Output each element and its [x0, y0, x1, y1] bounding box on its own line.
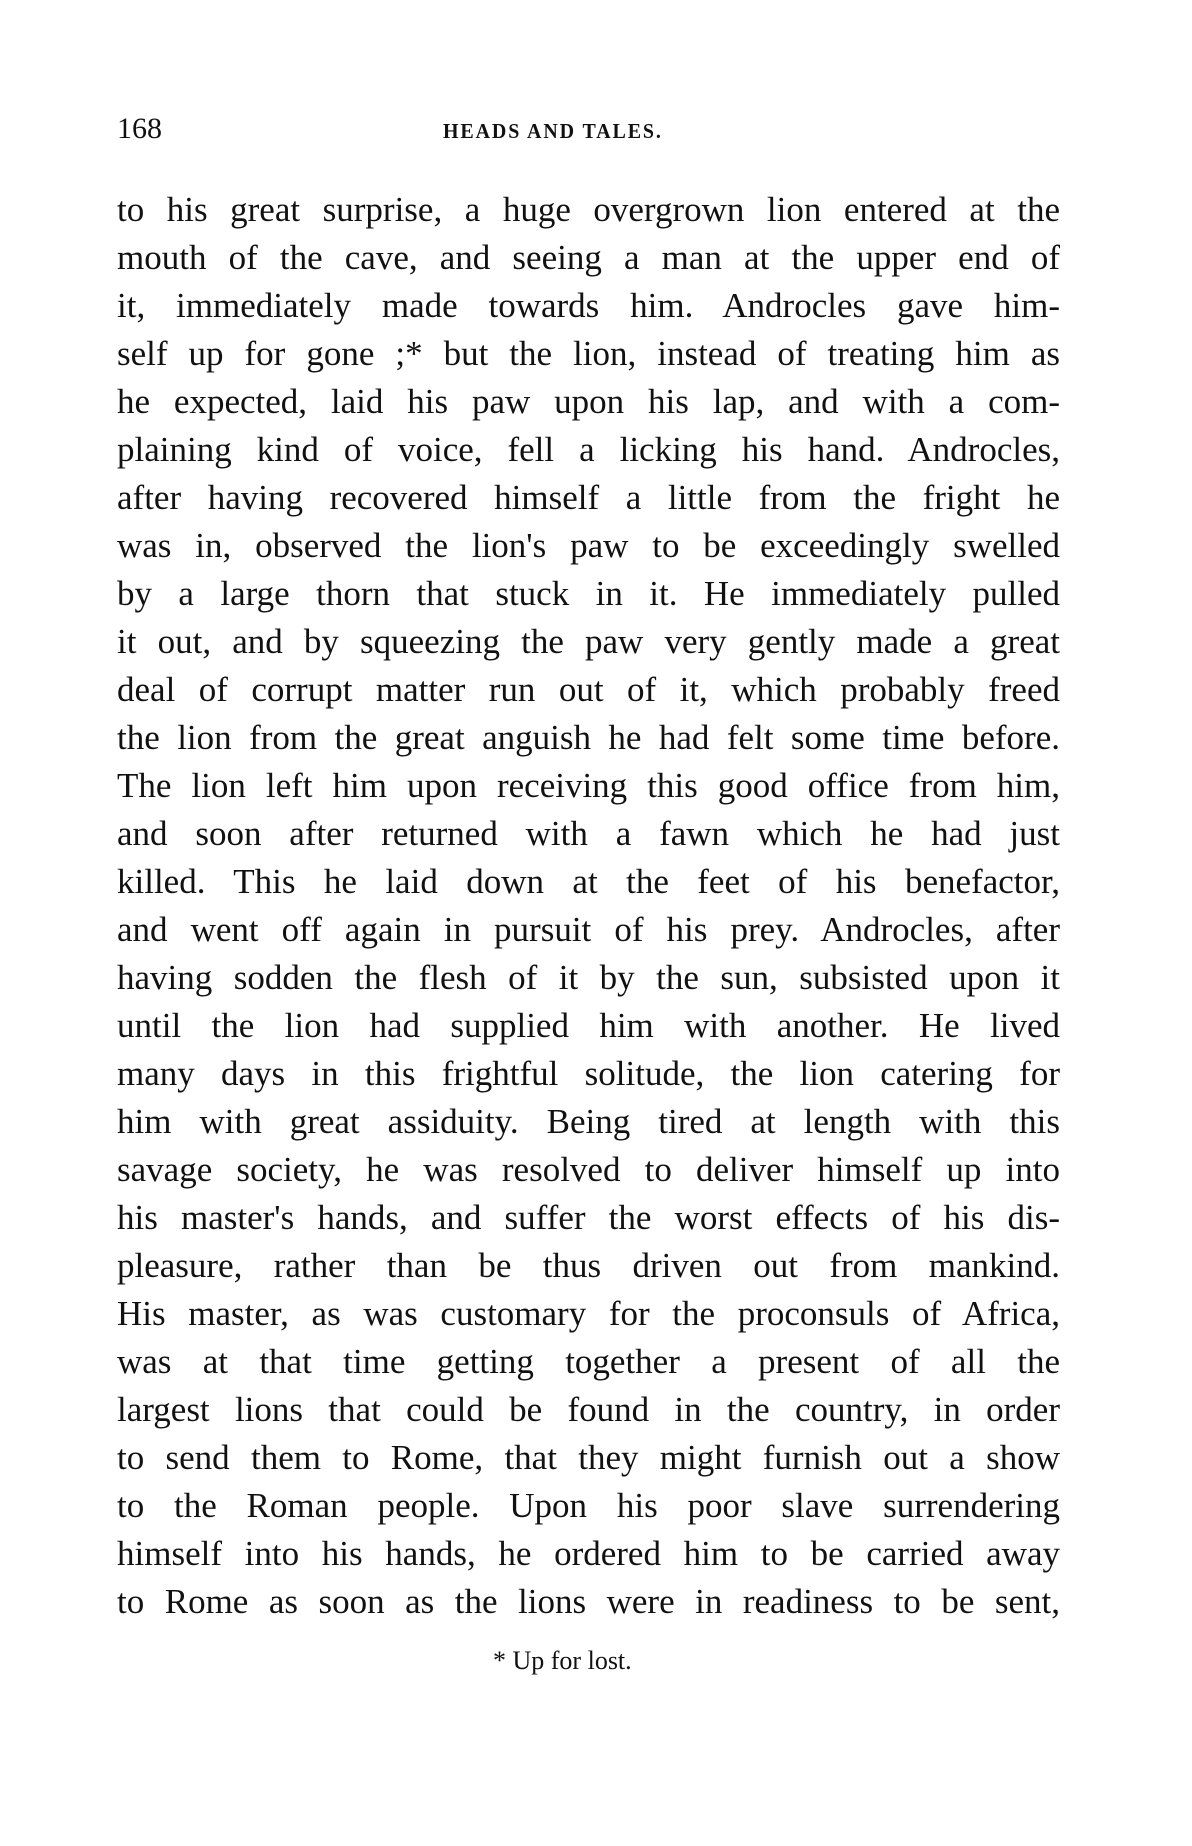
text-line-content: pleasure, rather than be thus driven out from mankind. — [117, 1246, 1060, 1285]
text-line — [117, 522, 1060, 570]
text-line — [117, 186, 1060, 234]
text-line-content: was in, observed the lion's paw to be exceedingly swelled — [117, 526, 1060, 565]
text-line-content: having sodden the flesh of it by the sun, subsisted upon it — [117, 958, 1060, 997]
text-line — [117, 1482, 1060, 1530]
text-line-content: him with great assiduity. Being tired at length with this — [117, 1102, 1060, 1141]
text-line — [117, 858, 1060, 906]
text-line — [117, 714, 1060, 762]
text-line — [117, 1578, 1060, 1626]
text-line — [117, 1386, 1060, 1434]
text-line — [117, 1002, 1060, 1050]
text-line-content: it, immediately made towards him. Androcles gave him- — [117, 286, 1060, 325]
text-line — [117, 1146, 1060, 1194]
text-line — [117, 1050, 1060, 1098]
text-line-content: to send them to Rome, that they might furnish out a show — [117, 1438, 1060, 1477]
text-line-content: mouth of the cave, and seeing a man at the upper end of — [117, 238, 1060, 277]
text-line-content: The lion left him upon receiving this good office from him, — [117, 766, 1060, 805]
text-line — [117, 1530, 1060, 1578]
text-line-content: and went off again in pursuit of his prey. Androcles, after — [117, 910, 1060, 949]
footnote: * Up for lost. — [493, 1646, 632, 1675]
text-line-content: to Rome as soon as the lions were in readiness to be sent, — [117, 1582, 1060, 1621]
text-line-content: His master, as was customary for the proconsuls of Africa, — [117, 1294, 1060, 1333]
text-line — [117, 1434, 1060, 1482]
text-line — [117, 234, 1060, 282]
text-line — [117, 906, 1060, 954]
running-head-title: HEADS AND TALES. — [443, 119, 663, 143]
text-line-content: after having recovered himself a little from the fright he — [117, 478, 1060, 517]
text-line-content: until the lion had supplied him with another. He lived — [117, 1006, 1060, 1045]
text-line-content: the lion from the great anguish he had felt some time before. — [117, 718, 1060, 757]
text-line — [117, 282, 1060, 330]
text-line — [117, 1194, 1060, 1242]
text-line-content: to his great surprise, a huge overgrown lion entered at the — [117, 190, 1060, 229]
body-text — [117, 186, 1060, 1626]
text-line — [117, 810, 1060, 858]
text-line-content: himself into his hands, he ordered him to be carried away — [117, 1534, 1060, 1573]
text-line-content: he expected, laid his paw upon his lap, and with a com- — [117, 382, 1060, 421]
text-line-content: largest lions that could be found in the country, in order — [117, 1390, 1060, 1429]
text-line — [117, 474, 1060, 522]
text-line — [117, 426, 1060, 474]
text-line-content: self up for gone ;* but the lion, instead of treating him as — [117, 334, 1060, 373]
text-line — [117, 618, 1060, 666]
text-line-content: many days in this frightful solitude, the lion catering for — [117, 1054, 1060, 1093]
text-line — [117, 378, 1060, 426]
text-line-content: it out, and by squeezing the paw very gently made a great — [117, 622, 1060, 661]
text-line-content: plaining kind of voice, fell a licking his hand. Androcles, — [117, 430, 1060, 469]
text-line — [117, 762, 1060, 810]
text-line-content: deal of corrupt matter run out of it, which probably freed — [117, 670, 1060, 709]
text-line — [117, 1242, 1060, 1290]
text-line — [117, 330, 1060, 378]
text-line — [117, 666, 1060, 714]
text-line — [117, 570, 1060, 618]
page-number: 168 — [117, 112, 162, 145]
text-line — [117, 1338, 1060, 1386]
text-line-content: was at that time getting together a present of all the — [117, 1342, 1060, 1381]
text-line — [117, 1098, 1060, 1146]
text-line-content: his master's hands, and suffer the worst effects of his dis- — [117, 1198, 1060, 1237]
text-line-content: by a large thorn that stuck in it. He immediately pulled — [117, 574, 1060, 613]
text-line-content: killed. This he laid down at the feet of his benefactor, — [117, 862, 1060, 901]
text-line-content: to the Roman people. Upon his poor slave surrendering — [117, 1486, 1060, 1525]
text-line-content: and soon after returned with a fawn which he had just — [117, 814, 1060, 853]
text-line-content: savage society, he was resolved to deliver himself up into — [117, 1150, 1060, 1189]
text-line — [117, 954, 1060, 1002]
text-line — [117, 1290, 1060, 1338]
